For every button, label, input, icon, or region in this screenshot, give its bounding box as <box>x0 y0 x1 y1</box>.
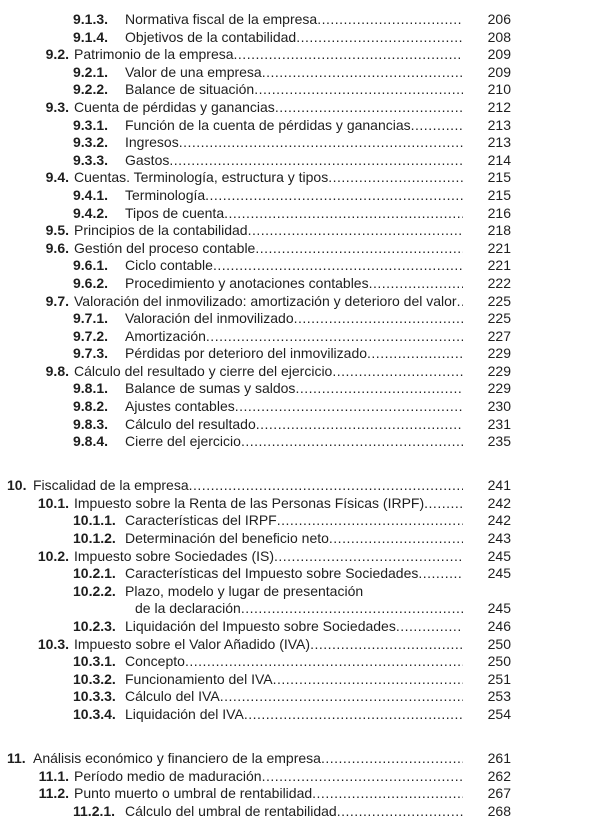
dot-leader <box>244 706 463 724</box>
entry-title: Amortización <box>125 327 206 344</box>
entry-title-line <box>74 785 463 803</box>
toc-entry[interactable] <box>0 363 600 381</box>
entry-title: Fiscalidad de la empresa <box>33 477 189 494</box>
entry-title-line <box>125 398 463 416</box>
toc-entry[interactable] <box>0 11 600 29</box>
entry-number: 9.3. <box>45 98 69 115</box>
dot-leader <box>254 81 463 99</box>
dot-leader <box>224 205 463 223</box>
entry-title-line <box>125 328 463 346</box>
toc-entry[interactable] <box>0 785 600 803</box>
page-number: 216 <box>487 204 511 221</box>
entry-title: Valoración del inmovilizado <box>125 310 294 327</box>
dot-leader <box>234 46 463 64</box>
page-number: 250 <box>487 635 511 652</box>
page-number: 213 <box>487 116 511 133</box>
entry-title: Determinación del beneficio neto <box>125 530 329 547</box>
dot-leader <box>274 548 463 566</box>
entry-title-line <box>125 257 463 275</box>
toc-entry[interactable] <box>0 565 600 583</box>
entry-number: 9.1.4. <box>73 28 109 45</box>
entry-number: 11.2. <box>38 785 69 802</box>
entry-title: Patrimonio de la empresa <box>74 46 234 63</box>
toc-entry[interactable] <box>0 134 600 152</box>
toc-entry[interactable] <box>0 257 600 275</box>
entry-title: Función de la cuenta de pérdidas y ganancias <box>125 116 411 133</box>
toc-entry[interactable] <box>0 688 600 706</box>
toc-entry[interactable] <box>0 495 600 513</box>
entry-number: 9.7.3. <box>73 345 109 362</box>
page-number: 268 <box>487 802 511 819</box>
page-number: 241 <box>487 477 511 494</box>
entry-number: 10.1.1. <box>73 512 116 529</box>
entry-title-line <box>33 750 463 768</box>
toc-entry[interactable] <box>0 29 600 47</box>
toc-entry[interactable] <box>0 46 600 64</box>
dot-leader <box>294 310 463 328</box>
toc-entry[interactable] <box>0 583 600 601</box>
entry-number: 9.7.2. <box>73 327 109 344</box>
entry-number: 10.2.1. <box>73 565 116 582</box>
entry-title: Tipos de cuenta <box>125 204 225 221</box>
page-number: 215 <box>487 186 511 203</box>
page-number: 212 <box>487 98 511 115</box>
entry-title: Impuesto sobre la Renta de las Personas Físicas (IRPF) <box>74 494 425 511</box>
entry-title: Cuenta de pérdidas y ganancias <box>74 98 275 115</box>
entry-title: Ajustes contables <box>125 398 235 415</box>
entry-number: 9.3.1. <box>73 116 109 133</box>
toc-entry[interactable] <box>0 222 600 240</box>
dot-leader <box>337 803 463 821</box>
entry-title-line <box>125 29 463 47</box>
page-number: 245 <box>487 547 511 564</box>
page-number: 214 <box>487 151 511 168</box>
entry-title-line <box>125 706 463 724</box>
dot-leader <box>317 11 463 29</box>
page-number: 242 <box>487 512 511 529</box>
page-number: 213 <box>487 134 511 151</box>
page-number: 253 <box>487 688 511 705</box>
toc-entry[interactable] <box>0 512 600 530</box>
page-number: 251 <box>487 670 511 687</box>
entry-title: Punto muerto o umbral de rentabilidad <box>74 785 313 802</box>
page-number: 222 <box>487 274 511 291</box>
toc-entry[interactable] <box>0 671 600 689</box>
page-number: 250 <box>487 653 511 670</box>
toc-entry[interactable] <box>0 706 600 724</box>
entry-title-line <box>125 565 463 583</box>
page-number: 245 <box>487 600 511 617</box>
page-number: 221 <box>487 239 511 256</box>
entry-number: 11.1. <box>38 767 69 784</box>
dot-leader <box>296 29 463 47</box>
page-number: 209 <box>487 63 511 80</box>
toc-entry[interactable] <box>0 380 600 398</box>
toc-entry[interactable] <box>0 117 600 135</box>
entry-title: Valor de una empresa <box>125 63 262 80</box>
toc-entry[interactable] <box>0 152 600 170</box>
entry-title: Ingresos <box>125 134 179 151</box>
entry-title: Principios de la contabilidad <box>74 222 248 239</box>
entry-title-line <box>125 618 463 636</box>
entry-title: Cierre del ejercicio <box>125 433 241 450</box>
page-number: 243 <box>487 530 511 547</box>
entry-title: Cálculo del resultado y cierre del ejercicio <box>74 362 333 379</box>
entry-title-line <box>33 477 463 495</box>
dot-leader <box>295 380 463 398</box>
page-number: 215 <box>487 169 511 186</box>
entry-title: Concepto <box>125 653 185 670</box>
entry-title-line <box>125 671 463 689</box>
toc-entry[interactable] <box>0 99 600 117</box>
entry-title: Balance de situación <box>125 81 255 98</box>
dot-leader <box>241 600 463 618</box>
section-spacer <box>0 724 600 750</box>
entry-title-line <box>125 803 463 821</box>
dot-leader <box>310 636 463 654</box>
page-number: 267 <box>487 785 511 802</box>
entry-title-line <box>125 64 463 82</box>
entry-title: Impuesto sobre Sociedades (IS) <box>74 547 274 564</box>
toc-entry[interactable] <box>0 530 600 548</box>
entry-number: 9.7.1. <box>73 310 109 327</box>
page-number: 210 <box>487 81 511 98</box>
entry-title-line <box>125 152 463 170</box>
dot-leader <box>220 688 463 706</box>
entry-title-line <box>125 11 463 29</box>
entry-title: Valoración del inmovilizado: amortización y deterioro del valor <box>74 292 457 309</box>
entry-number: 10.3.2. <box>73 670 116 687</box>
entry-title-line <box>74 548 463 566</box>
entry-title-line <box>74 768 463 786</box>
entry-title: Cálculo del umbral de rentabilidad <box>125 802 337 819</box>
entry-title: de la declaración <box>135 600 241 617</box>
table-of-contents <box>0 11 600 820</box>
toc-entry[interactable] <box>0 187 600 205</box>
entry-title: Procedimiento y anotaciones contables <box>125 274 369 291</box>
page-number: 221 <box>487 257 511 274</box>
entry-number: 9.8.4. <box>73 433 109 450</box>
entry-title: Gastos <box>125 151 170 168</box>
entry-title: Cálculo del resultado <box>125 415 256 432</box>
dot-leader <box>312 785 463 803</box>
entry-title: Características del Impuesto sobre Sociedades <box>125 565 419 582</box>
dot-leader <box>369 275 463 293</box>
toc-entry[interactable] <box>0 768 600 786</box>
entry-number: 10.1.2. <box>73 530 116 547</box>
dot-leader <box>185 653 463 671</box>
toc-entry[interactable] <box>0 81 600 99</box>
entry-title: Balance de sumas y saldos <box>125 380 296 397</box>
dot-leader <box>235 398 463 416</box>
page-number: 246 <box>487 617 511 634</box>
entry-title: Gestión del proceso contable <box>74 239 256 256</box>
page-number: 225 <box>487 310 511 327</box>
page-number: 245 <box>487 565 511 582</box>
entry-title-line <box>74 169 463 187</box>
entry-title: Liquidación del IVA <box>125 705 244 722</box>
entry-number: 10.1. <box>37 494 69 511</box>
entry-number: 10.2.2. <box>73 582 116 599</box>
entry-number: 9.3.3. <box>73 151 109 168</box>
entry-number: 9.6.2. <box>73 274 109 291</box>
entry-title: Plazo, modelo y lugar de presentación <box>125 582 364 599</box>
toc-chapter-entry[interactable] <box>0 477 600 495</box>
section-spacer <box>0 451 600 477</box>
dot-leader <box>424 495 463 513</box>
entry-number: 9.2.1. <box>73 63 109 80</box>
dot-leader <box>262 768 463 786</box>
entry-number: 10.2. <box>37 547 69 564</box>
dot-leader <box>248 222 463 240</box>
dot-leader <box>321 750 463 768</box>
page-number: 229 <box>487 345 511 362</box>
page-number: 225 <box>487 292 511 309</box>
entry-title: Terminología <box>125 186 206 203</box>
page-number: 230 <box>487 398 511 415</box>
page-number: 206 <box>487 11 511 27</box>
entry-number: 9.8.3. <box>73 415 109 432</box>
entry-number: 11.2.1. <box>73 802 116 819</box>
entry-title-line <box>74 363 463 381</box>
entry-title-line <box>125 345 463 363</box>
dot-leader <box>418 565 463 583</box>
entry-title: Normativa fiscal de la empresa <box>125 11 318 27</box>
dot-leader <box>332 363 463 381</box>
entry-number: 9.8.2. <box>73 398 109 415</box>
entry-title-line <box>74 240 463 258</box>
entry-number: 9.7. <box>45 292 69 309</box>
page-number: 261 <box>487 749 511 766</box>
entry-title-line <box>125 134 463 152</box>
entry-number: 9.4.2. <box>73 204 109 221</box>
dot-leader <box>262 64 463 82</box>
entry-title: Liquidación del Impuesto sobre Sociedades <box>125 617 396 634</box>
entry-number: 11. <box>7 749 26 766</box>
entry-title-line <box>125 653 463 671</box>
entry-title-line <box>125 187 463 205</box>
dot-leader <box>277 512 463 530</box>
entry-title-line <box>125 433 463 451</box>
entry-number: 9.5. <box>45 222 69 239</box>
entry-title: Cuentas. Terminología, estructura y tipos <box>74 169 329 186</box>
entry-number: 9.2.2. <box>73 81 109 98</box>
dot-leader <box>396 618 463 636</box>
entry-title-line <box>125 205 463 223</box>
entry-number: 9.8.1. <box>73 380 109 397</box>
toc-entry[interactable] <box>0 310 600 328</box>
entry-title-line <box>74 293 463 311</box>
dot-leader <box>213 257 463 275</box>
entry-number: 9.8. <box>45 362 69 379</box>
page-number: 235 <box>487 433 511 450</box>
dot-leader <box>367 345 463 363</box>
dot-leader <box>457 293 463 311</box>
page-number: 242 <box>487 494 511 511</box>
toc-entry[interactable] <box>0 398 600 416</box>
entry-title-line <box>125 380 463 398</box>
dot-leader <box>273 671 463 689</box>
entry-title-line <box>125 688 463 706</box>
entry-number: 9.6.1. <box>73 257 109 274</box>
toc-entry[interactable] <box>0 64 600 82</box>
entry-title-line <box>74 99 463 117</box>
dot-leader <box>275 99 463 117</box>
dot-leader <box>205 187 463 205</box>
entry-number: 10.3. <box>37 635 69 652</box>
entry-number: 10.3.4. <box>73 705 116 722</box>
toc-entry[interactable] <box>0 548 600 566</box>
page-number: 218 <box>487 222 511 239</box>
entry-title-line <box>74 636 463 654</box>
entry-title: Pérdidas por deterioro del inmovilizado <box>125 345 368 362</box>
page-number: 231 <box>487 415 511 432</box>
entry-number: 9.4.1. <box>73 186 109 203</box>
entry-number: 10.3.1. <box>73 653 116 670</box>
entry-number: 10.2.3. <box>73 617 116 634</box>
page-number: 229 <box>487 362 511 379</box>
dot-leader <box>169 152 463 170</box>
entry-title: Cálculo del IVA <box>125 688 220 705</box>
page-number: 227 <box>487 327 511 344</box>
toc-entry[interactable] <box>0 636 600 654</box>
toc-entry[interactable] <box>0 653 600 671</box>
page-number: 254 <box>487 705 511 722</box>
dot-leader <box>328 169 463 187</box>
entry-number: 9.6. <box>45 239 69 256</box>
entry-title-line <box>125 583 463 601</box>
toc-entry[interactable] <box>0 345 600 363</box>
entry-number: 10.3.3. <box>73 688 116 705</box>
dot-leader <box>411 117 463 135</box>
toc-chapter-entry[interactable] <box>0 750 600 768</box>
page-number: 229 <box>487 380 511 397</box>
dot-leader <box>329 530 463 548</box>
entry-title-line <box>125 275 463 293</box>
toc-entry[interactable] <box>0 293 600 311</box>
entry-title-line <box>125 81 463 99</box>
entry-title-line <box>135 600 463 618</box>
entry-title-line <box>74 222 463 240</box>
page-number: 209 <box>487 46 511 63</box>
dot-leader <box>206 328 463 346</box>
dot-leader <box>179 134 463 152</box>
entry-title: Funcionamiento del IVA <box>125 670 273 687</box>
toc-entry[interactable] <box>0 433 600 451</box>
page-number: 262 <box>487 767 511 784</box>
entry-title-line <box>125 512 463 530</box>
toc-entry[interactable] <box>0 328 600 346</box>
entry-title-line <box>125 310 463 328</box>
entry-number: 9.2. <box>45 46 69 63</box>
entry-title: Ciclo contable <box>125 257 213 274</box>
dot-leader <box>256 416 463 434</box>
entry-title-line <box>74 495 463 513</box>
entry-title-line <box>125 416 463 434</box>
toc-entry[interactable] <box>0 600 600 618</box>
dot-leader <box>241 433 463 451</box>
entry-number: 9.4. <box>45 169 69 186</box>
toc-entry[interactable] <box>0 803 600 821</box>
toc-entry[interactable] <box>0 240 600 258</box>
entry-title: Características del IRPF <box>125 512 277 529</box>
entry-title-line <box>125 530 463 548</box>
toc-entry[interactable] <box>0 618 600 636</box>
toc-entry[interactable] <box>0 275 600 293</box>
toc-entry[interactable] <box>0 205 600 223</box>
entry-number: 9.3.2. <box>73 134 109 151</box>
entry-title-line <box>125 117 463 135</box>
entry-title: Análisis económico y financiero de la empresa <box>33 749 321 766</box>
entry-number: 9.1.3. <box>73 11 109 27</box>
dot-leader <box>189 477 463 495</box>
entry-title: Objetivos de la contabilidad <box>125 28 297 45</box>
dot-leader <box>255 240 463 258</box>
toc-entry[interactable] <box>0 416 600 434</box>
entry-number: 10. <box>7 477 27 494</box>
entry-title: Impuesto sobre el Valor Añadido (IVA) <box>74 635 311 652</box>
entry-title-line <box>74 46 463 64</box>
page-number: 208 <box>487 28 511 45</box>
toc-entry[interactable] <box>0 169 600 187</box>
entry-title: Período medio de maduración <box>74 767 262 784</box>
